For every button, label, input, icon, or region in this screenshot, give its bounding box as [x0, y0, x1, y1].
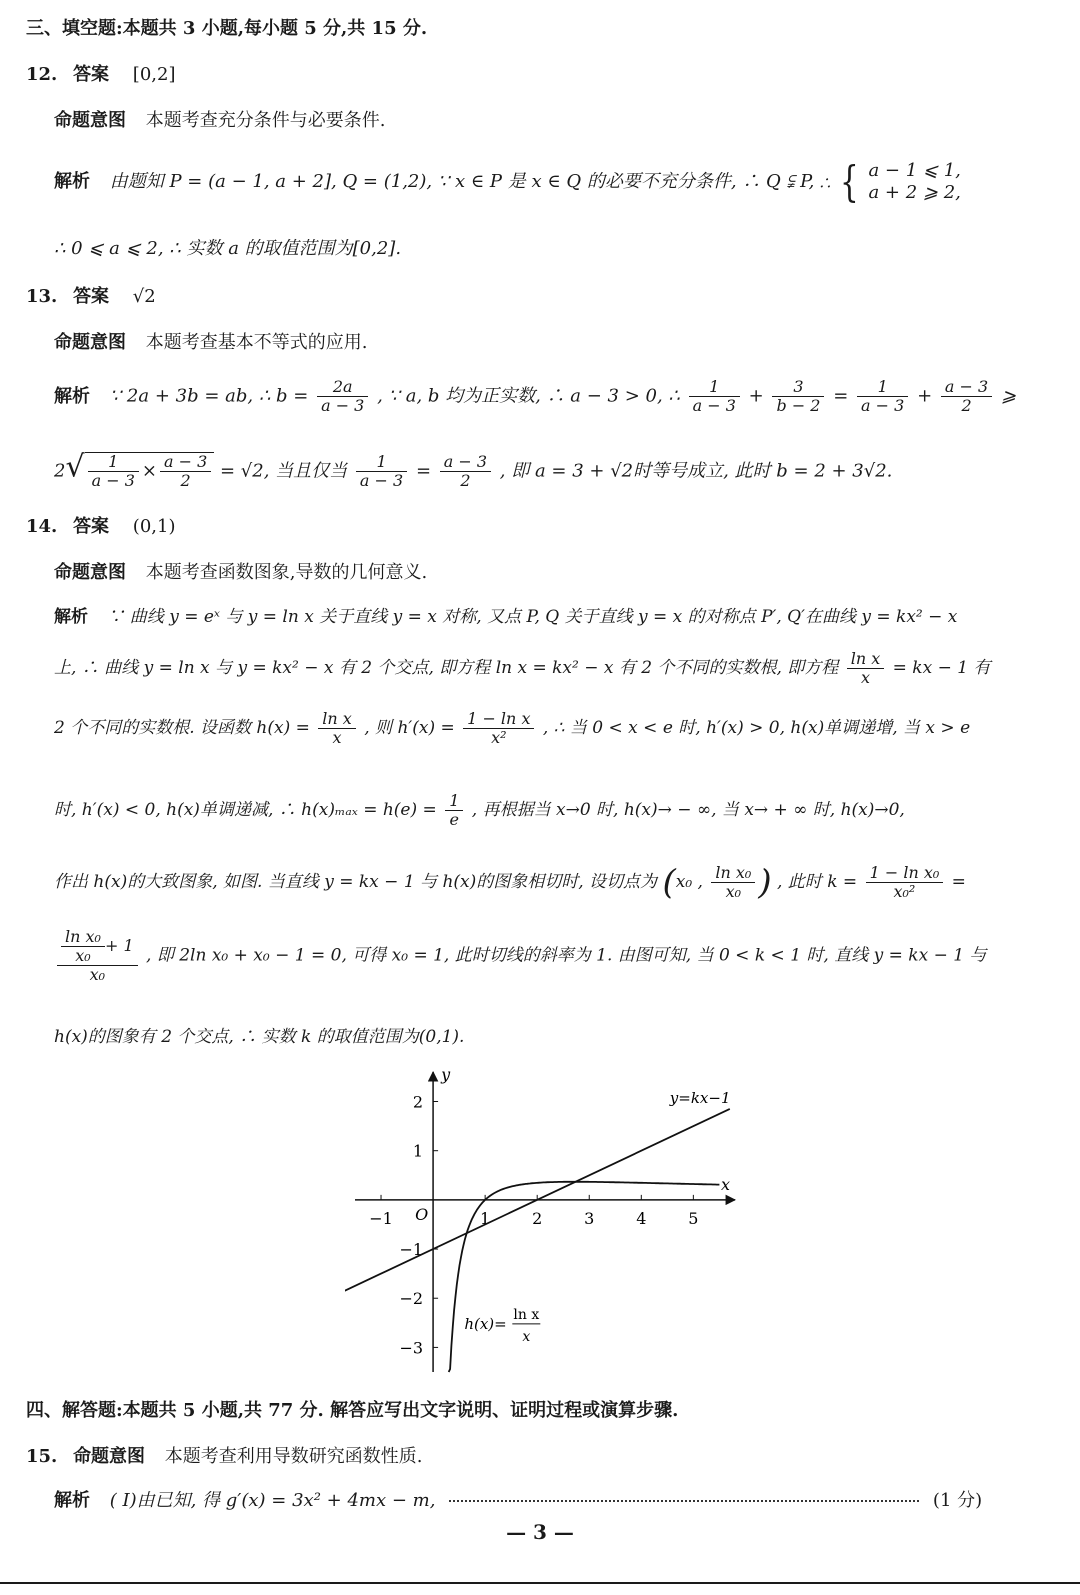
x-axis-label: x	[721, 1174, 731, 1194]
curve-label-numerator: ln x	[513, 1306, 540, 1323]
q14-analysis-line7: h(x)的图象有 2 个交点, ∴ 实数 k 的取值范围为(0,1).	[54, 1027, 465, 1047]
sqrt-coefficient: 2	[54, 460, 66, 482]
q14-frac-compound	[57, 928, 138, 984]
q14-frac-k	[866, 864, 944, 901]
q13-intent: 本题考查基本不等式的应用.	[145, 332, 368, 353]
frac-numerator: 1 − ln x	[463, 710, 534, 729]
q12-intent-line	[54, 108, 385, 134]
q12-analysis-line1	[54, 157, 961, 206]
q14-p3a: 2 个不同的实数根. 设函数 h(x) =	[54, 718, 310, 738]
y-axis-label: y	[441, 1065, 451, 1084]
dotted-leader	[449, 1500, 919, 1502]
frac-numerator: 2a	[317, 378, 368, 397]
q13-frac-eq2	[440, 453, 491, 490]
q12-answer-line	[26, 62, 175, 88]
q14-frac-lnx	[847, 650, 885, 687]
x-tick-label: 5	[688, 1208, 699, 1228]
q13-frac-1b	[857, 378, 908, 415]
frac-denominator: e	[449, 810, 460, 829]
frac-denominator: a − 3	[692, 396, 736, 415]
q14-intent-label: 命题意图	[54, 562, 126, 583]
q14-analysis-line6	[54, 928, 986, 984]
q14-analysis-line3	[54, 710, 970, 747]
q14-analysis-line2	[54, 650, 990, 687]
frac-numerator: 1	[445, 792, 463, 811]
q13-analysis-line2	[54, 449, 893, 490]
y-tick-label: −3	[399, 1338, 424, 1358]
q14-p6: , 即 2ln x₀ + x₀ − 1 = 0, 可得 x₀ = 1, 此时切线的斜率为 1. 由图可知, 当 0 < k < 1 时, 直线 y = kx − 1 与	[146, 945, 987, 966]
q12-intent-label: 命题意图	[54, 110, 126, 131]
section4-title: 四、解答题:本题共 5 小题,共 77 分. 解答应写出文字说明、证明过程或演算步骤.	[26, 1400, 679, 1421]
q14-p2b: = kx − 1 有	[892, 658, 991, 678]
x-tick-label: 4	[636, 1208, 647, 1228]
page-number: — 3 —	[506, 1520, 574, 1544]
q14-frac-inner	[61, 928, 105, 965]
q14-p5b: , 此时 k =	[776, 872, 858, 892]
x-tick-label: −1	[369, 1208, 393, 1228]
frac-numerator: 1	[88, 453, 139, 472]
q14-analysis-line4	[54, 792, 905, 829]
q13-frac-a3	[941, 378, 992, 415]
frac-numerator: 1	[689, 378, 740, 397]
paren-close-icon: )	[758, 862, 772, 903]
equals-sign: =	[415, 460, 432, 482]
q15-number: 15.	[26, 1446, 58, 1467]
q13-frac-eq1	[356, 453, 407, 490]
equals-sign: =	[833, 385, 849, 407]
frac-numerator: a − 3	[160, 453, 211, 472]
q14-analysis-line1	[54, 604, 957, 630]
bottom-rule	[0, 1582, 1080, 1584]
frac-denominator: 2	[460, 471, 471, 490]
frac-denominator: 2	[180, 471, 191, 490]
q13-line2-text2: , 即 a = 3 + √2时等号成立, 此时 b = 2 + 3√2.	[499, 460, 893, 482]
x-tick-label: 1	[480, 1208, 491, 1228]
times-sign: ×	[141, 460, 157, 482]
q13-answer-line	[26, 284, 156, 310]
q14-analysis-line5	[54, 864, 966, 901]
frac-numerator: 1	[857, 378, 908, 397]
q13-answer-label: 答案	[73, 286, 110, 307]
q14-answer-label: 答案	[73, 516, 110, 537]
geq-sign: ⩾	[1000, 385, 1017, 407]
q13-number: 13.	[26, 286, 58, 307]
frac-denominator: x₀²	[893, 882, 916, 901]
q14-intent-line	[54, 560, 427, 586]
q12-intent: 本题考查充分条件与必要条件.	[145, 110, 386, 131]
frac-numerator: 1 − ln x₀	[866, 864, 944, 883]
q14-frac-point	[711, 864, 755, 901]
function-graph	[345, 1062, 745, 1382]
q14-p4b: , 再根据当 x→0 时, h(x)→ − ∞, 当 x→ + ∞ 时, h(x)→0,	[471, 800, 905, 820]
q13-frac-3	[772, 378, 824, 415]
left-brace-icon: {	[839, 157, 859, 206]
y-tick-label: 1	[412, 1141, 424, 1161]
q12-system	[868, 160, 960, 204]
q14-p3b: , 则 h′(x) =	[364, 718, 455, 738]
q12-analysis-line2: ∴ 0 ⩽ a ⩽ 2, ∴ 实数 a 的取值范围为[0,2].	[54, 238, 402, 259]
frac-numerator	[57, 928, 138, 966]
q15-intent: 本题考查利用导数研究函数性质.	[164, 1446, 423, 1467]
paren-open-icon: (	[662, 862, 676, 903]
frac-denominator: a − 3	[359, 471, 404, 490]
q14-number: 14.	[26, 516, 58, 537]
q12-number: 12.	[26, 64, 58, 85]
q14-answer: (0,1)	[132, 516, 176, 537]
q15-score: (1 分)	[932, 1490, 983, 1511]
curve-label-denominator: x	[522, 1328, 531, 1345]
q14-frac-h	[318, 710, 356, 747]
frac-denominator: x₀	[725, 882, 742, 901]
q12-answer: [0,2]	[132, 64, 176, 85]
frac-denominator: x₀	[75, 946, 91, 965]
q12-answer-label: 答案	[73, 64, 110, 85]
q15-intent-line	[26, 1444, 423, 1470]
frac-denominator: x	[860, 668, 870, 687]
frac-numerator: 3	[772, 378, 824, 397]
plus-sign: +	[748, 385, 764, 407]
q14-p2a: 上, ∴ 曲线 y = ln x 与 y = kx² − x 有 2 个交点, 即方程 ln x = kx² − x 有 2 个不同的实数根, 即方程	[54, 658, 839, 678]
q14-frac-hprime	[463, 710, 534, 747]
q14-frac-e	[445, 792, 463, 829]
frac-denominator: x	[332, 728, 342, 747]
curve-series-label: h(x)=	[464, 1314, 507, 1333]
frac-denominator: b − 2	[776, 396, 821, 415]
q14-analysis-label: 解析	[54, 607, 88, 627]
q13-analysis-a: ∵ 2a + 3b = ab, ∴ b =	[109, 385, 309, 407]
y-tick-label: 2	[412, 1092, 424, 1112]
q13-intent-label: 命题意图	[54, 332, 126, 353]
q13-frac-1	[689, 378, 740, 415]
frac-numerator: a − 3	[440, 453, 491, 472]
plus-sign: +	[917, 385, 933, 407]
frac-numerator: a − 3	[941, 378, 992, 397]
line-series-label: y=kx−1	[669, 1088, 731, 1107]
q15-analysis-line	[54, 1488, 982, 1514]
q14-p1: ∵ 曲线 y = eˣ 与 y = ln x 关于直线 y = x 对称, 又点 P, Q 关于直线 y = x 的对称点 P′, Q′在曲线 y = kx² − x	[107, 607, 958, 627]
frac-denominator: a − 3	[91, 471, 135, 490]
q15-analysis-label: 解析	[54, 1490, 90, 1511]
y-tick-label: −2	[399, 1289, 424, 1309]
frac-denominator: x₀	[89, 965, 106, 984]
q14-p5c: =	[951, 872, 966, 892]
frac-numerator: ln x₀	[711, 864, 755, 883]
sqrt-icon: √	[65, 449, 85, 485]
q13-frac-r2	[160, 453, 211, 490]
q13-analysis-line1	[54, 378, 1016, 415]
frac-numerator: 1	[356, 453, 407, 472]
y-tick-label: −1	[399, 1240, 424, 1260]
frac-denominator: 2	[961, 396, 972, 415]
q13-line2-text: = √2, 当且仅当	[220, 460, 348, 482]
frac-numerator: ln x	[318, 710, 356, 729]
frac-denominator: x²	[491, 728, 507, 747]
q12-analysis-text: 由题知 P = (a − 1, a + 2], Q = (1,2), ∵ x ∈ P 是 x ∈ Q 的必要不充分条件, ∴ Q ⫋ P, ∴	[109, 171, 831, 192]
q13-analysis-label: 解析	[54, 385, 90, 407]
q14-p5a: 作出 h(x)的大致图象, 如图. 当直线 y = kx − 1 与 h(x)的图象相切时, 设切点为	[54, 872, 658, 892]
q12-system-row2: a + 2 ⩾ 2,	[868, 182, 961, 203]
q14-point-x0: x₀ ,	[675, 872, 703, 892]
q15-intent-label: 命题意图	[73, 1446, 146, 1467]
frac-denominator: a − 3	[321, 396, 365, 415]
q14-answer-line	[26, 514, 175, 540]
q14-intent: 本题考查函数图象,导数的几何意义.	[145, 562, 428, 583]
frac-numerator: ln x₀	[61, 928, 105, 947]
q13-answer: √2	[132, 286, 156, 307]
q15-analysis: ( Ⅰ)由已知, 得 g′(x) = 3x² + 4mx − m,	[109, 1490, 436, 1511]
section3-title: 三、填空题:本题共 3 小题,每小题 5 分,共 15 分.	[26, 18, 428, 39]
q14-p4a: 时, h′(x) < 0, h(x)单调递减, ∴ h(x)ₘₐₓ = h(e) =	[54, 800, 437, 820]
plus-one: + 1	[104, 936, 134, 955]
q13-frac-b	[317, 378, 368, 415]
frac-denominator: a − 3	[861, 396, 905, 415]
q14-p3c: , ∴ 当 0 < x < e 时, h′(x) > 0, h(x)单调递增, 当 x > e	[542, 718, 971, 738]
sqrt-radicand	[85, 452, 215, 490]
origin-label: O	[415, 1204, 429, 1224]
x-tick-label: 2	[532, 1208, 543, 1228]
q13-analysis-b: , ∵ a, b 均为正实数, ∴ a − 3 > 0, ∴	[377, 385, 680, 407]
q13-intent-line	[54, 330, 367, 356]
x-tick-label: 3	[584, 1208, 595, 1228]
frac-numerator: ln x	[847, 650, 885, 669]
q12-analysis-label: 解析	[54, 171, 90, 192]
q13-frac-r1	[88, 453, 139, 490]
q12-system-row1: a − 1 ⩽ 1,	[868, 160, 961, 181]
